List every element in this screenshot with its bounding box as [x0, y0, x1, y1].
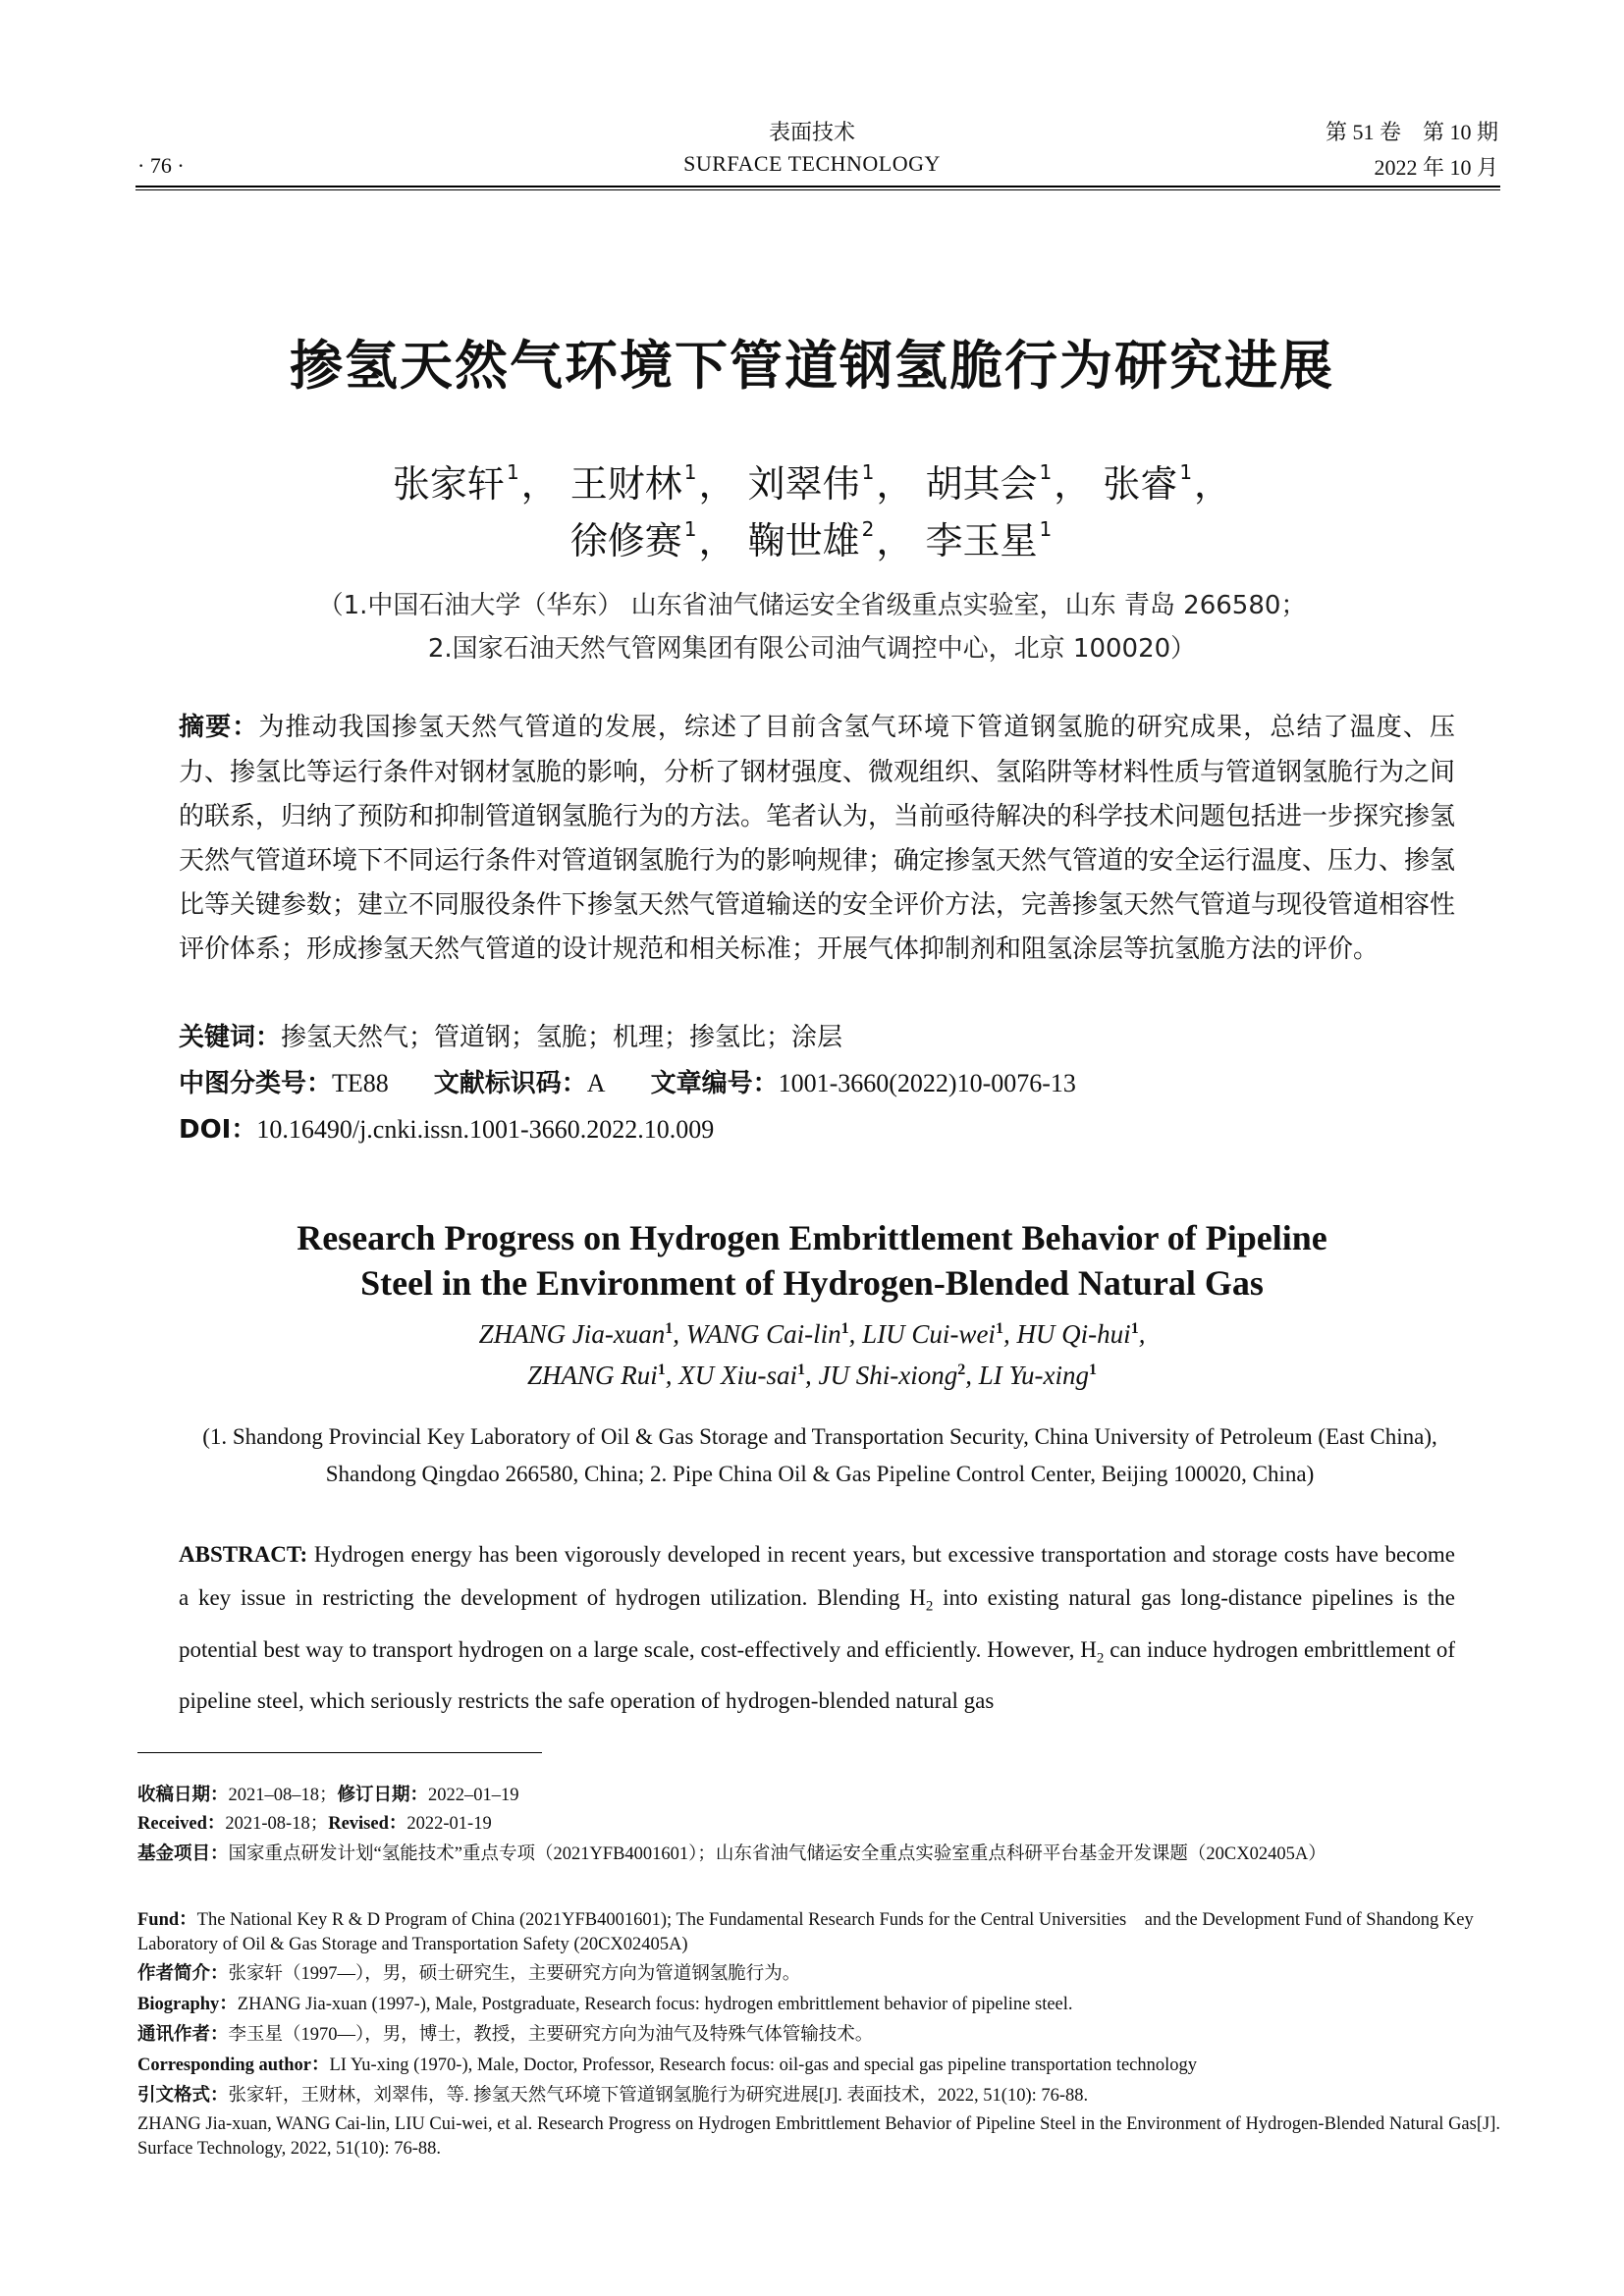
author-aff-mark: 1 — [506, 460, 519, 484]
abstract-cn-text: 为推动我国掺氢天然气管道的发展，综述了目前含氢气环境下管道钢氢脆的研究成果，总结了温度、压力、掺氢比等运行条件对钢材氢脆的影响，分析了钢材强度、微观组织、氢陷阱等材料性质与管道钢氢脆行为之间的联系，归纳了预防和抑制管道钢氢脆行为的方法。笔者认为，当前亟待解决的科学技术问题包括进一步探究掺氢天然气管道环境下不同运行条件对管道钢氢脆行为的影响规律；确定掺氢天然气管道的安全运行温度、压力、掺氢比等关键参数；建立不同服役条件下掺氢天然气管道输送的安全评价方法，完善掺氢天然气管道与现役管道相容性评价体系；形成掺氢天然气管道的设计规范和相关标准；开展气体抑制剂和阻氢涂层等抗氢脆方法的评价。 — [179, 713, 1456, 963]
abstract-en-text-1: Hydrogen energy has been vigorously developed in recent years, but excessive transportation and storage costs have become a key issue in restricting the development of hydrogen utilization. Blending H — [179, 1542, 1455, 1610]
abstract-en-text-3: can induce hydrogen embrittlement of pipeline steel, which seriously restricts the safe operation of hydrogen-blended natural gas — [179, 1636, 1455, 1714]
author-aff-mark: 2 — [861, 517, 875, 541]
author-aff-mark: 1 — [995, 1320, 1003, 1337]
journal-name-cn: 表面技术 — [768, 120, 855, 144]
author-aff-mark: 1 — [797, 1362, 805, 1378]
footnote-rule — [137, 1752, 542, 1753]
keywords-label: 关键词： — [179, 1023, 282, 1052]
author-cn: 徐修赛 — [569, 519, 682, 562]
author-aff-mark: 1 — [1130, 1320, 1139, 1337]
footnote-cite-en: ZHANG Jia-xuan, WANG Cai-lin, LIU Cui-wei, et al. Research Progress on Hydrogen Embrittlement Behavior of Pipeline Steel in the Environment of Hydrogen-Blended Natural Gas[J]. Surface Technology, 2022, 51(10): 76-88. — [137, 2114, 1500, 2159]
doi-line — [179, 1109, 1455, 1146]
h2-subscript: 2 — [1096, 1650, 1105, 1667]
author-aff-mark: 1 — [1179, 460, 1193, 484]
abstract-en-text-2: into existing natural gas long-distance pipelines is the potential best way to transport hydrogen on a large scale, cost-effectively and efficiently. However, H — [179, 1585, 1455, 1662]
bio-en-label: Biography： — [137, 1995, 238, 2014]
fund-en-label: Fund： — [137, 1910, 197, 1930]
doc-code-value: A — [586, 1069, 606, 1097]
article-number-value: 1001-3660(2022)10-0076-13 — [778, 1069, 1076, 1097]
received-en-value: 2021-08-18； — [225, 1814, 329, 1834]
footnote-bio-en — [137, 1993, 1500, 2017]
received-en-label: Received： — [137, 1814, 226, 1834]
author-aff-mark: 2 — [957, 1362, 966, 1378]
author-en: JU Shi-xiong — [818, 1361, 958, 1390]
issue-date: 2022 年 10 月 — [1374, 155, 1498, 180]
title-en-line-1: Research Progress on Hydrogen Embrittlement Behavior of Pipeline — [297, 1218, 1327, 1257]
author-en: ZHANG Rui — [526, 1361, 658, 1390]
author-aff-mark: 1 — [657, 1362, 666, 1378]
cite-cn-value: 张家轩，王财林，刘翠伟，等. 掺氢天然气环境下管道钢氢脆行为研究进展[J]. 表面技术，2022, 51(10): 76-88. — [228, 2086, 1089, 2106]
abstract-en — [179, 1533, 1455, 1723]
classification-line — [179, 1063, 1455, 1099]
author-aff-mark: 1 — [1039, 460, 1053, 484]
abstract-cn — [179, 705, 1455, 971]
header-rule — [135, 186, 1500, 187]
fund-en-value: The National Key R & D Program of China (2021YFB4001601); The Fundamental Research Funds for the Central Universities and the Development Fund of Shandong Key Laboratory of Oil & Gas Storage and Transportation Safety (20CX02405A) — [137, 1910, 1474, 1954]
volume-issue: 第 51 卷 第 10 期 — [1325, 120, 1498, 144]
corr-en-value: LI Yu-xing (1970-), Male, Doctor, Professor, Research focus: oil-gas and special gas pipeline transportation technology — [329, 2056, 1198, 2075]
author-cn: 刘翠伟 — [747, 462, 860, 506]
footnote-cite-cn — [137, 2083, 1500, 2109]
revised-cn-label: 修订日期： — [337, 1785, 429, 1805]
fund-cn-label: 基金项目： — [137, 1843, 229, 1864]
abstract-cn-label: 摘要： — [179, 713, 259, 742]
footnote-fund-cn — [137, 1842, 1500, 1867]
author-cn: 胡其会 — [925, 462, 1038, 506]
author-cn: 鞠世雄 — [747, 519, 860, 562]
author-aff-mark: 1 — [861, 460, 875, 484]
bio-cn-value: 张家轩（1997—），男，硕士研究生，主要研究方向为管道钢氢脆行为。 — [228, 1964, 801, 1984]
keywords-text: 掺氢天然气；管道钢；氢脆；机理；掺氢比；涂层 — [281, 1023, 843, 1051]
doc-code-label: 文献标识码： — [433, 1069, 587, 1098]
revised-en-value: 2022-01-19 — [406, 1814, 492, 1834]
author-en: ZHANG Jia-xuan — [478, 1319, 666, 1349]
author-aff-mark: 1 — [1089, 1362, 1097, 1378]
affiliation-cn-1: （1.中国石油大学（华东） 山东省油气储运安全省级重点实验室，山东 青岛 266580； — [317, 591, 1307, 620]
affiliation-cn-2: 2.国家石油天然气管网集团有限公司油气调控中心，北京 100020） — [427, 634, 1197, 664]
authors-en-line-2: ZHANG Rui$^1$, XU Xiu-sai$^1$, JU Shi-xiong$^2$, LI Yu-xing$^1$ — [526, 1361, 1097, 1390]
author-cn: 张睿 — [1103, 462, 1178, 506]
author-en: LIU Cui-wei — [862, 1319, 996, 1349]
keywords — [179, 1017, 1455, 1053]
bio-en-value: ZHANG Jia-xuan (1997-), Male, Postgraduate, Research focus: hydrogen embrittlement behavior of pipeline steel. — [237, 1995, 1073, 2014]
revised-en-label: Revised： — [328, 1814, 407, 1834]
authors-cn-line-1: 张家轩 $^1$， 王财林 $^1$， 刘翠伟 $^1$， 胡其会 $^1$， 张睿 $^1$， — [392, 460, 1232, 506]
author-cn: 张家轩 — [392, 462, 505, 506]
author-en: WANG Cai-lin — [685, 1319, 841, 1349]
corr-en-label: Corresponding author： — [137, 2056, 330, 2075]
author-en: HU Qi-hui — [1016, 1319, 1131, 1349]
header-rule-thin — [135, 189, 1500, 190]
authors-cn-line-2: 徐修赛 $^1$， 鞠世雄 $^2$， 李玉星 $^1$ — [569, 517, 1053, 562]
article-number-label: 文章编号： — [650, 1069, 779, 1098]
page-number: · 76 · — [137, 153, 185, 178]
title-en — [0, 1215, 1624, 1306]
author-aff-mark: 1 — [683, 517, 697, 541]
author-aff-mark: 1 — [665, 1320, 674, 1337]
received-cn-value: 2021–08–18； — [228, 1786, 338, 1805]
authors-en-line-1: ZHANG Jia-xuan$^1$, WANG Cai-lin$^1$, LIU Cui-wei$^1$, HU Qi-hui$^1$, — [478, 1319, 1146, 1349]
footnote-fund-en — [137, 1908, 1500, 1957]
author-en: LI Yu-xing — [978, 1361, 1089, 1390]
revised-cn-value: 2022–01–19 — [428, 1786, 519, 1805]
clc-label: 中图分类号： — [179, 1069, 333, 1098]
corr-cn-value: 李玉星（1970—），男，博士，教授，主要研究方向为油气及特殊气体管输技术。 — [228, 2025, 874, 2045]
journal-name-en: SURFACE TECHNOLOGY — [683, 151, 941, 176]
author-aff-mark: 1 — [840, 1320, 849, 1337]
clc-value: TE88 — [332, 1069, 389, 1097]
footnote-received-cn — [137, 1783, 1500, 1808]
author-cn: 王财林 — [569, 462, 682, 506]
author-aff-mark: 1 — [683, 460, 697, 484]
affiliation-en: (1. Shandong Provincial Key Laboratory of Oil & Gas Storage and Transportation Security, China University of Petroleum (East China), Shandong Qingdao 266580, China; 2. Pipe China Oil & Gas Pipeline Control Center, Beijing 100020, China) — [202, 1424, 1437, 1486]
author-en: XU Xiu-sai — [678, 1361, 797, 1390]
corr-cn-label: 通讯作者： — [137, 2024, 229, 2045]
author-aff-mark: 1 — [1039, 517, 1053, 541]
footnote-received-en — [137, 1812, 1500, 1837]
footnote-corr-en — [137, 2054, 1500, 2078]
footnote-bio-cn — [137, 1961, 1500, 1987]
footnote-corr-cn — [137, 2022, 1500, 2048]
h2-subscript: 2 — [925, 1598, 934, 1615]
title-en-line-2: Steel in the Environment of Hydrogen-Blended Natural Gas — [360, 1263, 1264, 1303]
cite-cn-label: 引文格式： — [137, 2085, 229, 2106]
abstract-en-label: ABSTRACT: — [179, 1542, 308, 1567]
doi-label: DOI： — [179, 1115, 257, 1145]
title-cn: 掺氢天然气环境下管道钢氢脆行为研究进展 — [290, 335, 1334, 397]
received-cn-label: 收稿日期： — [137, 1785, 229, 1805]
bio-cn-label: 作者简介： — [137, 1963, 229, 1984]
fund-cn-value: 国家重点研发计划“氢能技术”重点专项（2021YFB4001601）；山东省油气储运安全重点实验室重点科研平台基金开发课题（20CX02405A） — [228, 1844, 1326, 1864]
doi-value[interactable]: 10.16490/j.cnki.issn.1001-3660.2022.10.009 — [256, 1115, 715, 1144]
author-cn: 李玉星 — [925, 519, 1038, 562]
